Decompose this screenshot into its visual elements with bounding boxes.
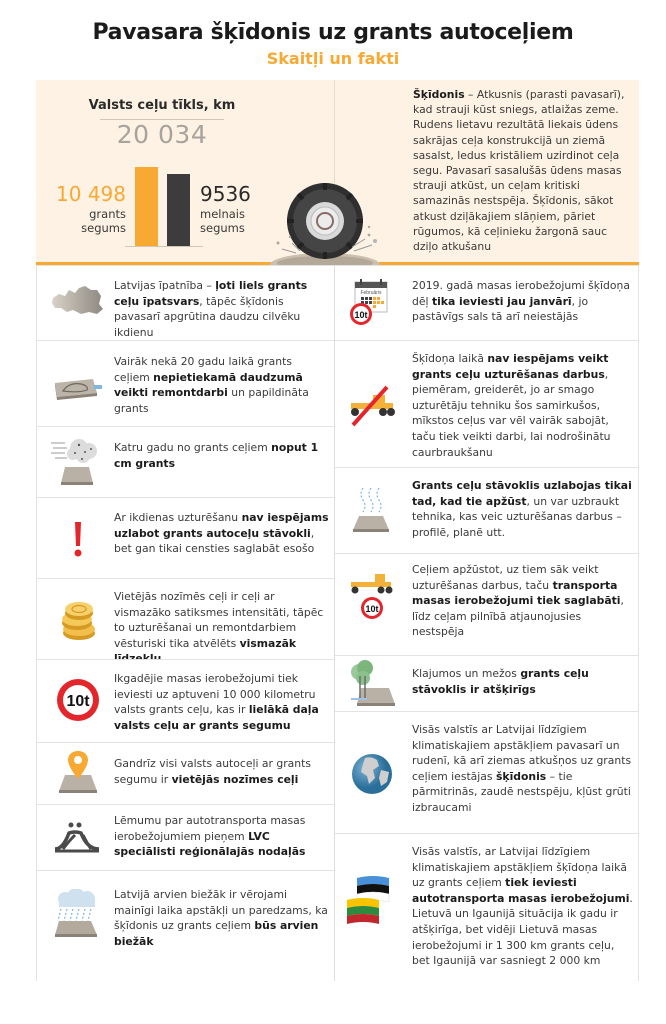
right-fact-row (335, 340, 638, 467)
gravel-label-line2: segums (81, 221, 126, 235)
estonia-lithuania-flags-icon (343, 872, 401, 924)
fact-text-part: Lēmumu par autotransporta masas ierobežojumiem pieņem (114, 814, 306, 843)
fact-text (114, 278, 329, 340)
svg-text:Februāris: Februāris (360, 290, 382, 296)
grader-weight-limit-icon (343, 570, 401, 622)
fact-text-part: Visās valstīs ar Latvijai līdzīgiem klimatiskajiem apstākļiem pavasarī un rudenī, kā arī ziemas atkušņos uz grants ceļiem iestājas (412, 723, 632, 783)
dust-blowing-road-icon (49, 435, 107, 487)
road-network-title: Valsts ceļu tīkls, km (88, 98, 236, 113)
drying-road-icon (343, 484, 401, 536)
fact-text-part: Ar ikdienas uzturēšanu (114, 511, 242, 524)
road-network-total: 20 034 (116, 120, 208, 149)
fact-text-part: Vairāk nekā 20 gadu laikā grants ceļiem (114, 355, 292, 384)
calendar-february-10t-icon (343, 276, 401, 328)
globe-icon (343, 748, 401, 800)
fact-highlight: Grants ceļu stāvoklis uzlabojas tikai tad, kad tie apžūst (412, 479, 632, 508)
weight-limit-10t-sign-icon (49, 674, 107, 726)
fact-highlight: nepietiekamā daudzumā veikti remontdarbi (114, 370, 303, 400)
gravel-label (40, 207, 126, 235)
left-fact-row (37, 265, 334, 340)
right-fact-row (335, 467, 638, 553)
asphalt-km-value: 9536 (200, 182, 251, 206)
fact-text (114, 510, 329, 557)
left-fact-row (37, 742, 334, 804)
fact-highlight: lielākā daļa valsts ceļu ar grants segumu (114, 703, 319, 732)
definition-body: – Atkusnis (parasti pavasarī), kad strauji kūst sniegs, atlaižas zeme. Rudens lietavu rezultātā liekais ūdens sakrājas ceļa konstrukcijā un ziemā sasalst, ledus kristāliem uzirdinot ceļa segu. Pavasarī sasalušās ūdens masas strauji atkūst, un ceļam kritiski samazinās nestspēja. Šķīdonis, sākot atkust dziļākajiem slāņiem, pāriet rūgumos, kā ceļinieku žargonā sauc dziļo atkušanu (413, 88, 625, 254)
svg-text:10t: 10t (365, 604, 379, 614)
page-title: Pavasara šķīdonis uz grants autoceļiem (92, 20, 574, 45)
fact-text (412, 722, 634, 816)
fact-highlight: būs arvien biežāk (114, 919, 319, 948)
fact-text (412, 278, 634, 325)
asphalt-label-line1: melnais (200, 207, 245, 221)
fact-text (412, 478, 634, 540)
bar-baseline (125, 246, 203, 247)
fact-text-part: , jo pastāvīgs sals tā arī neiestājās (412, 294, 589, 324)
right-fact-row (335, 711, 638, 833)
map-pin-road-icon (49, 745, 107, 797)
fact-text-part: Katru gadu no grants ceļiem (114, 441, 272, 454)
gravel-bar (135, 167, 158, 246)
right-fact-row (335, 265, 638, 340)
fact-highlight: noput 1 cm grants (114, 441, 319, 470)
fact-text (114, 756, 329, 787)
tree-road-icon (343, 658, 401, 710)
left-fact-row (37, 870, 334, 981)
fact-text-part: , bet gan tikai censties saglabāt esošo (114, 526, 315, 556)
damaged-road-icon (49, 357, 107, 409)
fact-text-part: Ceļiem apžūstot, uz tiem sāk veikt uzturēšanas darbus, taču (412, 563, 599, 592)
fact-text (412, 562, 634, 640)
svg-text:10t: 10t (66, 693, 90, 710)
gravel-label-line1: grants (89, 207, 126, 221)
svg-text:10t: 10t (354, 310, 368, 320)
left-fact-row (37, 659, 334, 742)
grader-crossed-out-icon (343, 377, 401, 429)
asphalt-label (200, 207, 280, 235)
fact-text-part: Klajumos un mežos (412, 667, 521, 680)
left-fact-row (37, 426, 334, 497)
left-fact-row (37, 340, 334, 426)
exclamation-icon (49, 512, 107, 564)
fact-highlight: nav iespējams veikt grants ceļu uzturēšanas darbus (412, 352, 609, 381)
fact-text-part: Šķīdoņa laikā (412, 352, 488, 365)
fact-text-part: Vietējās nozīmēs ceļi ir ceļi ar vismazāko satiksmes intensitāti, tāpēc to uzturēšanai un remontdarbiem vēsturiski tika atvēlēts (114, 590, 324, 650)
muddy-tire-icon (270, 175, 380, 265)
fact-text (412, 666, 634, 697)
definition-term: Šķīdonis (413, 88, 465, 101)
fact-text-part: , piemēram, greiderēt, jo ar smago uzturētāju tehniku šos samirkušos, mīkstos ceļus var vēl vairāk sabojāt, taču tiek veikti darbi, lai nodrošinātu caurbraukšanu (412, 367, 611, 459)
right-fact-row (335, 553, 638, 655)
fact-highlight: šķīdonis (495, 769, 547, 783)
fact-highlight: LVC speciālisti reģionālajās nodaļās (114, 829, 306, 859)
page-subtitle: Skaitļi un fakti (266, 49, 400, 68)
fact-text (114, 671, 329, 733)
fact-text (114, 589, 329, 667)
fact-highlight: vietējās nozīmes ceļi (171, 772, 299, 786)
fact-text-part: , tāpēc šķīdonis pavasarī apgrūtina daudzu cilvēku ikdienu (114, 294, 301, 339)
fact-text (114, 354, 329, 416)
fact-text-part: 2019. gadā masas ierobežojumi šķīdoņa dēļ (412, 279, 630, 308)
fact-text (114, 813, 329, 860)
fact-text-part: – tie pārmitrinās, zaudē nestspēju, kļūst grūti izbraucami (412, 769, 631, 814)
fact-text (114, 887, 329, 949)
rain-cloud-road-icon (49, 889, 107, 941)
latvia-map-icon (49, 276, 107, 328)
fact-highlight: vismazāk (239, 636, 297, 650)
fact-text-part: , un var uzbraukt tehnika, kas veic uzturēšanas darbus – profilē, planē utt. (412, 494, 622, 539)
coins-icon (49, 595, 107, 647)
right-fact-row (335, 833, 638, 981)
right-fact-row (335, 655, 638, 711)
fact-text-part: Latvijas īpatnība – (114, 279, 216, 292)
lvc-logo-icon (49, 811, 107, 863)
fact-text-part: Ikgadējie masas ierobežojumi tiek ieviesti uz aptuveni 10 000 kilometru valsts grants ceļu, kas ir (114, 672, 316, 717)
gravel-km-value: 10 498 (56, 182, 126, 206)
fact-highlight: transporta masas ierobežojumi tiek saglabāti (412, 578, 621, 608)
fact-text (412, 351, 634, 460)
fact-text (114, 440, 329, 471)
fact-text-part: Latvijā arvien biežāk ir vērojami mainīgi laika apstākļi un paredzams, ka šķīdonis uz grants ceļiem (114, 888, 328, 933)
fact-highlight: ļoti liels grants ceļu īpatsvars (114, 279, 308, 308)
definition-text (413, 87, 625, 254)
fact-text-part: . Lietuvā un Igaunijā situācija ik gadu ir atšķirīga, bet vidēji Lietuvā masas ierobežojumi ir 1 300 km grants ceļu, bet Igaunijā var sasniegt 2 000 km (412, 891, 633, 968)
left-fact-row (37, 578, 334, 659)
fact-highlight: tiek ieviesti autotransporta masas ierobežojumi (412, 876, 630, 905)
left-fact-row (37, 804, 334, 870)
fact-text-part: Gandrīz visi valsts autoceļi ar grants segumu ir (114, 757, 311, 786)
fact-text-part: un papildināta grants (114, 386, 309, 415)
fact-text-part: Visās valstīs, ar Latvijai līdzīgiem klimatiskajiem apstākļiem šķīdoņa laikā uz grants ceļiem (412, 845, 628, 890)
fact-highlight: grants ceļu stāvoklis ir atšķirīgs (412, 667, 589, 696)
fact-highlight: nav iespējams uzlabot grants autoceļu stāvokli (114, 511, 329, 540)
fact-highlight: tika ieviesti jau janvārī (431, 294, 572, 308)
left-fact-row (37, 497, 334, 578)
asphalt-bar (167, 174, 190, 246)
fact-text-part: , līdz ceļam pilnībā atjaunojusies nestspēja (412, 594, 624, 639)
asphalt-label-line2: segums (200, 221, 245, 235)
fact-text (412, 844, 634, 969)
